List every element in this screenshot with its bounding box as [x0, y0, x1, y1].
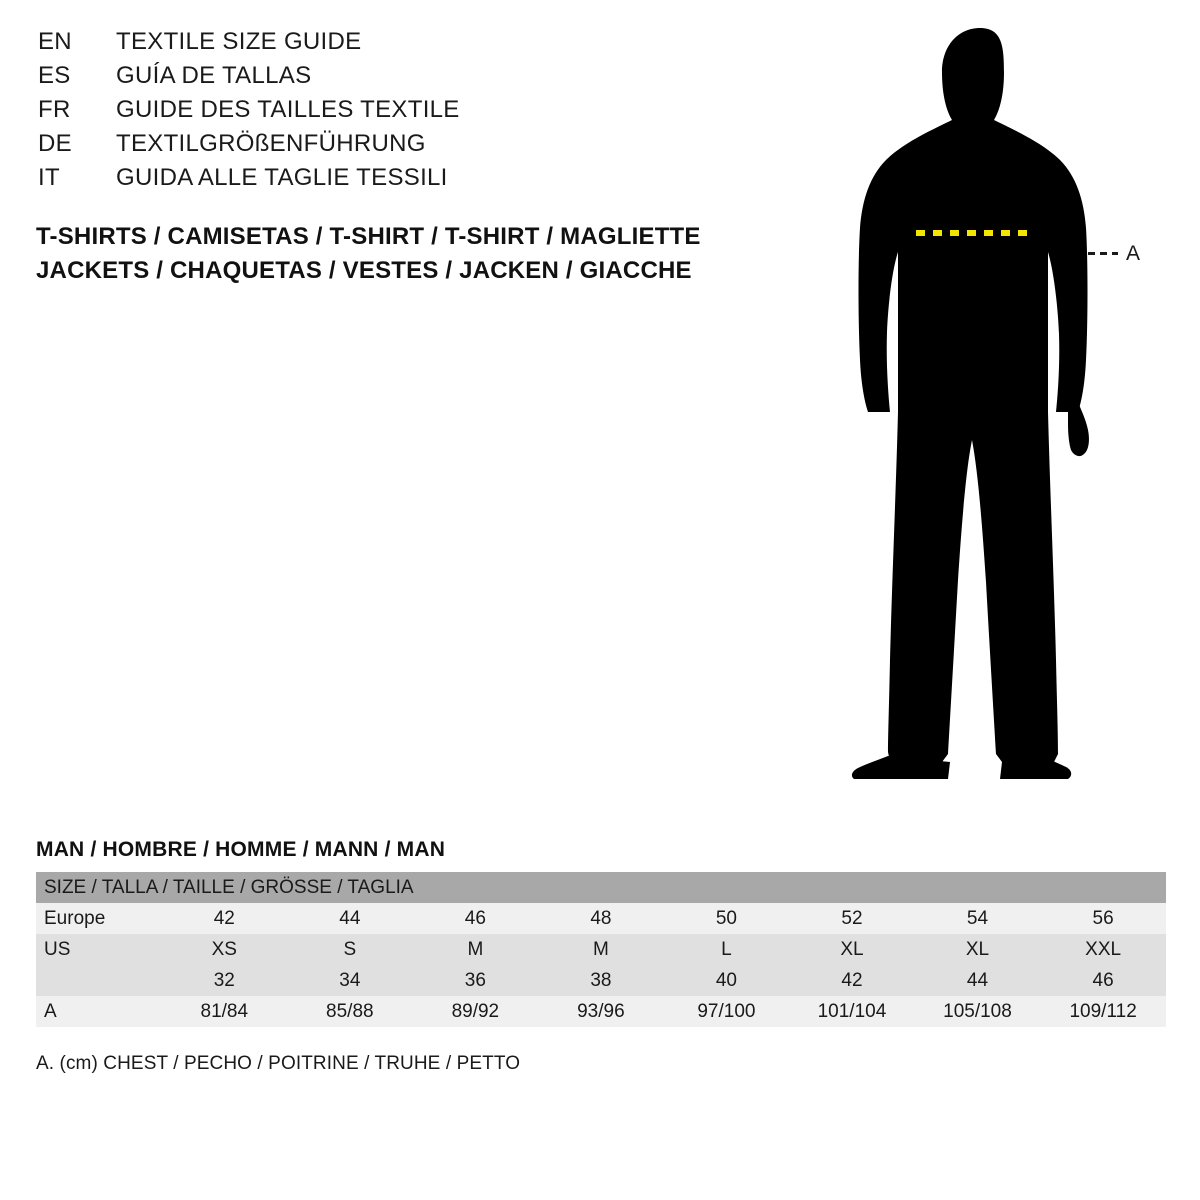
table-row: [36, 996, 1166, 1027]
language-row: [38, 28, 758, 62]
cell-value: 109/112: [1040, 996, 1166, 1027]
cell-value: 81/84: [162, 996, 288, 1027]
cell-value: M: [538, 934, 664, 965]
measure-label-a: A: [1126, 242, 1141, 265]
cell-value: 97/100: [664, 996, 790, 1027]
language-code: ES: [38, 62, 71, 89]
cell-value: 54: [915, 903, 1041, 934]
cell-value: 46: [413, 903, 539, 934]
cell-value: L: [664, 934, 790, 965]
row-label-us: US: [36, 934, 162, 965]
language-row: [38, 164, 758, 198]
table-title-man: MAN / HOMBRE / HOMME / MANN / MAN: [36, 838, 446, 861]
cell-value: 34: [287, 965, 413, 996]
table-row: [36, 903, 1166, 934]
language-code: FR: [38, 96, 71, 123]
row-label-europe: Europe: [36, 903, 162, 934]
cell-value: 85/88: [287, 996, 413, 1027]
cell-value: XS: [162, 934, 288, 965]
cell-value: 48: [538, 903, 664, 934]
language-row: [38, 62, 758, 96]
language-row: [38, 130, 758, 164]
category-jackets: JACKETS / CHAQUETAS / VESTES / JACKEN / GIACCHE: [36, 257, 692, 284]
male-silhouette-icon: [830, 20, 1170, 800]
cell-value: 42: [162, 903, 288, 934]
cell-value: 93/96: [538, 996, 664, 1027]
cell-value: 52: [789, 903, 915, 934]
cell-value: 40: [664, 965, 790, 996]
size-table: [36, 872, 1166, 1027]
garment-category-block: [36, 220, 796, 288]
table-row: [36, 965, 1166, 996]
cell-value: 101/104: [789, 996, 915, 1027]
table-row: [36, 934, 1166, 965]
language-row: [38, 96, 758, 130]
cell-value: 36: [413, 965, 539, 996]
cell-value: 46: [1040, 965, 1166, 996]
measure-leader-line: [1088, 252, 1118, 255]
row-label-a: A: [36, 996, 162, 1027]
language-title: GUIDE DES TAILLES TEXTILE: [116, 96, 460, 123]
cell-value: XXL: [1040, 934, 1166, 965]
size-table-section: [36, 838, 1166, 1075]
table-footnote: A. (cm) CHEST / PECHO / POITRINE / TRUHE / PETTO: [36, 1053, 521, 1074]
cell-value: XL: [915, 934, 1041, 965]
table-header-label: SIZE / TALLA / TAILLE / GRÖSSE / TAGLIA: [36, 872, 1166, 903]
cell-value: M: [413, 934, 539, 965]
cell-value: 44: [287, 903, 413, 934]
cell-value: 44: [915, 965, 1041, 996]
cell-value: XL: [789, 934, 915, 965]
language-code: DE: [38, 130, 72, 157]
language-title: GUIDA ALLE TAGLIE TESSILI: [116, 164, 448, 191]
language-code: EN: [38, 28, 72, 55]
language-header-block: [38, 28, 758, 198]
cell-value: 56: [1040, 903, 1166, 934]
cell-value: 50: [664, 903, 790, 934]
cell-value: 42: [789, 965, 915, 996]
language-title: TEXTILE SIZE GUIDE: [116, 28, 362, 55]
category-tshirts: T-SHIRTS / CAMISETAS / T-SHIRT / T-SHIRT / MAGLIETTE: [36, 223, 701, 250]
table-header-row: [36, 872, 1166, 903]
cell-value: 89/92: [413, 996, 539, 1027]
body-measurement-figure: [830, 20, 1170, 800]
language-title: TEXTILGRÖßENFÜHRUNG: [116, 130, 426, 157]
cell-value: 38: [538, 965, 664, 996]
cell-value: S: [287, 934, 413, 965]
row-label-blank: [36, 965, 162, 996]
language-title: GUÍA DE TALLAS: [116, 62, 312, 89]
cell-value: 105/108: [915, 996, 1041, 1027]
language-code: IT: [38, 164, 60, 191]
cell-value: 32: [162, 965, 288, 996]
